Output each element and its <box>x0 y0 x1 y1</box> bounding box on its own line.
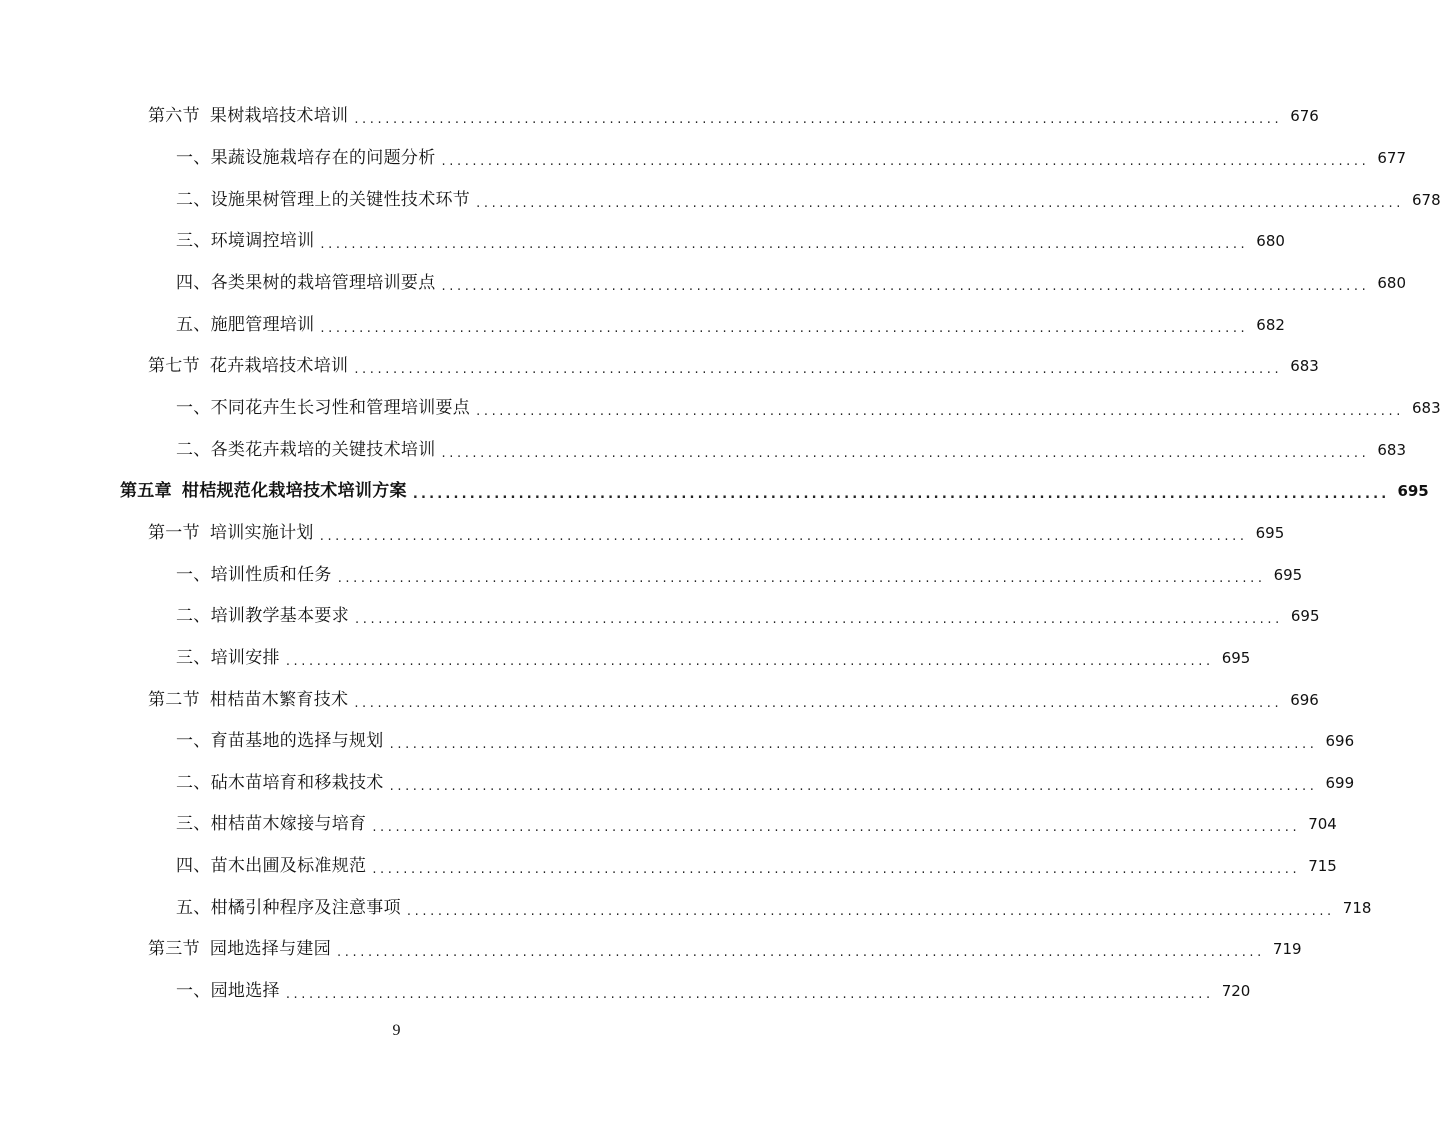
toc-entry-number: 第三节 <box>148 939 200 960</box>
dot-leader: ........................................................................................................................ <box>389 778 1318 794</box>
toc-entry-text: 五、柑橘引种程序及注意事项 <box>176 897 401 918</box>
toc-entry-title <box>176 233 314 250</box>
toc-entry-title <box>176 897 401 918</box>
toc-entry-page: 719 <box>1272 940 1302 959</box>
toc-entry-number: 第七节 <box>148 356 200 377</box>
dot-leader: ........................................................................................................................ <box>441 153 1370 169</box>
toc-entry-text: 三、环境调控培训 <box>176 231 315 252</box>
toc-entry-page: 696 <box>1325 732 1355 751</box>
toc-entry-title <box>176 816 366 833</box>
toc-entry-item[interactable] <box>0 721 1355 763</box>
toc-entry-text: 花卉栽培技术培训 <box>209 356 349 377</box>
dot-leader: ........................................................................................................................ <box>354 112 1283 128</box>
toc-entry-page: 680 <box>1377 273 1407 292</box>
dot-leader: ........................................................................................................................ <box>319 528 1248 544</box>
toc-entry-section[interactable] <box>0 346 1319 388</box>
toc-entry-title <box>176 733 384 750</box>
toc-entry-title <box>148 941 331 958</box>
toc-entry-title <box>176 189 471 210</box>
toc-entry-item[interactable] <box>0 554 1303 596</box>
toc-entry-title <box>148 358 348 375</box>
toc-entry-section[interactable] <box>0 513 1285 555</box>
toc-entry-item[interactable] <box>0 304 1285 346</box>
dot-leader: ........................................................................................................................ <box>372 820 1301 836</box>
toc-entry-page: 695 <box>1397 482 1429 501</box>
toc-entry-page: 677 <box>1377 148 1407 167</box>
toc-entry-text: 一、不同花卉生长习性和管理培训要点 <box>176 397 471 418</box>
toc-entry-text: 培训实施计划 <box>209 522 314 543</box>
toc-entry-section[interactable] <box>0 96 1319 138</box>
toc-entry-item[interactable] <box>0 179 1441 221</box>
dot-leader: ........................................................................................................................ <box>441 445 1370 461</box>
toc-entry-title <box>176 772 384 793</box>
dot-leader: ........................................................................................................................ <box>389 737 1318 753</box>
toc-entry-title <box>176 272 436 293</box>
toc-entry-title <box>176 608 349 625</box>
toc-entry-page: 695 <box>1273 565 1303 584</box>
toc-entry-title <box>176 983 280 1000</box>
dot-leader: ........................................................................................................................ <box>354 362 1283 378</box>
toc-entry-section[interactable] <box>0 679 1319 721</box>
toc-entry-page: 695 <box>1255 523 1285 542</box>
toc-entry-section[interactable] <box>0 929 1302 971</box>
toc-entry-title <box>176 647 280 668</box>
toc-entry-page: 683 <box>1412 398 1441 417</box>
dot-leader: ........................................................................................................................ <box>372 862 1301 878</box>
toc-entry-page: 718 <box>1342 898 1372 917</box>
toc-entry-text: 园地选择与建园 <box>209 939 332 960</box>
toc-entry-text: 一、园地选择 <box>176 981 280 1002</box>
toc-entry-item[interactable] <box>0 138 1407 180</box>
toc-entry-text: 柑桔苗木繁育技术 <box>209 689 349 710</box>
toc-entry-number: 第一节 <box>148 522 200 543</box>
toc-entry-text: 三、柑桔苗木嫁接与培育 <box>176 814 367 835</box>
toc-entry-text: 四、各类果树的栽培管理培训要点 <box>176 272 436 293</box>
toc-entry-item[interactable] <box>0 638 1251 680</box>
dot-leader: ........................................................................................................................ <box>406 903 1335 919</box>
toc-entry-title <box>176 858 366 875</box>
toc-entry-page: 683 <box>1377 440 1407 459</box>
toc-entry-item[interactable] <box>0 971 1251 1013</box>
dot-leader: ........................................................................................................................ <box>441 278 1370 294</box>
toc-entry-page: 715 <box>1308 857 1337 876</box>
dot-leader: ........................................................................................................................ <box>285 987 1214 1003</box>
dot-leader: ........................................................................................................................ <box>285 653 1214 669</box>
toc-entry-item[interactable] <box>0 804 1337 846</box>
toc-entry-text: 五、施肥管理培训 <box>176 314 315 335</box>
toc-entry-text: 四、苗木出圃及标准规范 <box>176 856 367 877</box>
toc-entry-number: 第六节 <box>148 106 200 127</box>
toc-entry-title <box>176 564 332 585</box>
toc-entry-title <box>176 439 436 460</box>
toc-entry-item[interactable] <box>0 388 1441 430</box>
dot-leader: ........................................................................................................................ <box>476 195 1404 211</box>
toc-entry-item[interactable] <box>0 887 1372 929</box>
toc-entry-page: 695 <box>1290 607 1320 626</box>
toc-entry-page: 676 <box>1290 107 1319 126</box>
toc-entry-item[interactable] <box>0 763 1355 805</box>
toc-entry-item[interactable] <box>0 263 1407 305</box>
toc-entry-item[interactable] <box>0 221 1285 263</box>
toc-entry-page: 720 <box>1221 982 1251 1001</box>
dot-leader: ........................................................................................................................ <box>476 403 1404 419</box>
table-of-contents <box>0 96 1441 1012</box>
page-number: 9 <box>392 1022 401 1039</box>
toc-entry-title <box>148 522 314 543</box>
toc-entry-title <box>176 147 436 168</box>
toc-entry-page: 696 <box>1290 690 1319 709</box>
toc-entry-text: 二、培训教学基本要求 <box>176 606 349 627</box>
toc-entry-title <box>148 689 349 710</box>
dot-leader: ........................................................................................................................ <box>337 570 1266 586</box>
toc-entry-text: 二、设施果树管理上的关键性技术环节 <box>176 189 471 210</box>
toc-entry-text: 三、培训安排 <box>176 647 280 668</box>
toc-entry-number: 第五章 <box>120 481 172 502</box>
toc-entry-title <box>176 397 471 418</box>
toc-entry-text: 二、各类花卉栽培的关键技术培训 <box>176 439 436 460</box>
toc-entry-item[interactable] <box>0 429 1407 471</box>
toc-entry-number: 第二节 <box>148 689 200 710</box>
toc-entry-title <box>120 483 407 500</box>
toc-entry-text: 二、砧木苗培育和移栽技术 <box>176 772 384 793</box>
dot-leader: ........................................................................................................................ <box>337 945 1265 961</box>
toc-entry-text: 果树栽培技术培训 <box>209 106 349 127</box>
toc-entry-text: 一、培训性质和任务 <box>176 564 332 585</box>
toc-entry-page: 678 <box>1412 190 1441 209</box>
toc-entry-chapter[interactable] <box>0 471 1429 513</box>
toc-entry-page: 683 <box>1290 357 1319 376</box>
toc-entry-text: 柑桔规范化栽培技术培训方案 <box>181 481 407 502</box>
dot-leader: ........................................................................................................................ <box>412 487 1390 503</box>
toc-entry-text: 一、育苗基地的选择与规划 <box>176 731 384 752</box>
toc-entry-text: 一、果蔬设施栽培存在的问题分析 <box>176 147 436 168</box>
toc-entry-title <box>148 108 348 125</box>
toc-entry-page: 704 <box>1308 815 1337 834</box>
toc-entry-page: 699 <box>1325 773 1355 792</box>
dot-leader: ........................................................................................................................ <box>320 320 1249 336</box>
toc-entry-page: 680 <box>1256 232 1285 251</box>
dot-leader: ........................................................................................................................ <box>320 237 1249 253</box>
dot-leader: ........................................................................................................................ <box>354 695 1283 711</box>
toc-entry-page: 695 <box>1221 648 1251 667</box>
dot-leader: ........................................................................................................................ <box>355 612 1283 628</box>
toc-entry-item[interactable] <box>0 596 1320 638</box>
toc-entry-page: 682 <box>1256 315 1285 334</box>
toc-entry-title <box>176 314 315 335</box>
toc-entry-item[interactable] <box>0 846 1337 888</box>
